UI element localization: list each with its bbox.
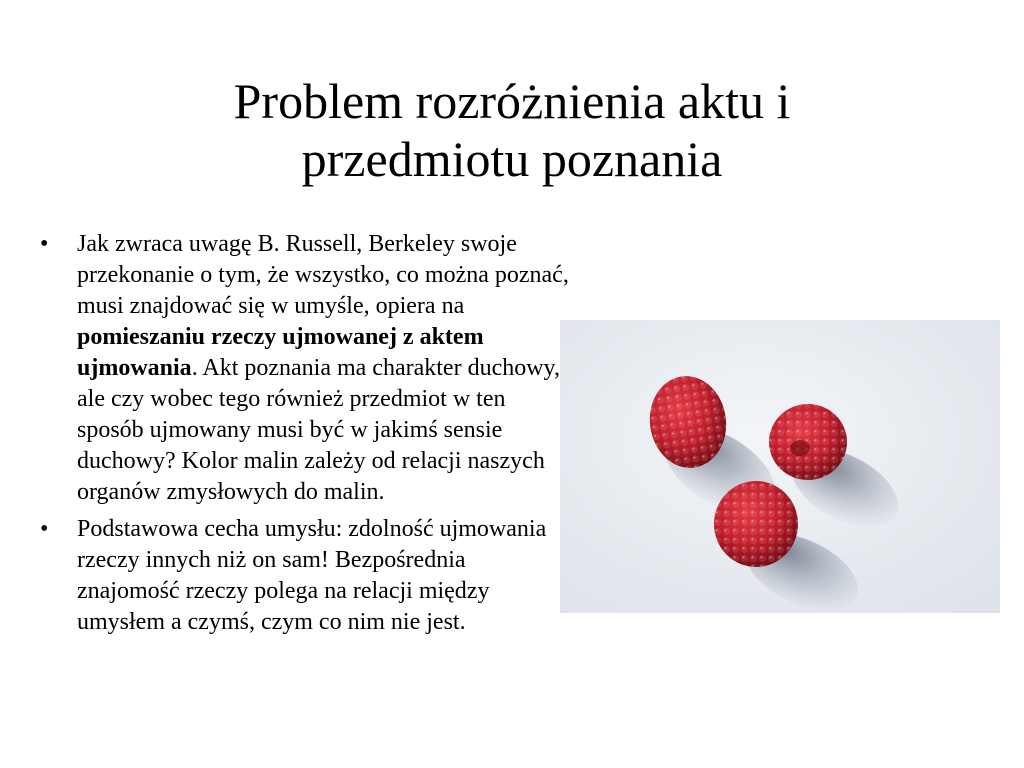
bullet-item-1	[40, 229, 570, 508]
bullet-1-bold-text: pomieszaniu rzeczy ujmowanej z aktem ujmowania	[77, 324, 484, 381]
bullet-dot-icon: •	[40, 231, 49, 257]
bullet-1-text-after: . Akt poznania ma charakter duchowy, ale czy wobec tego również przedmiot w ten sposób ujmowany musi być w jakimś sensie duchowy? Kolor malin zależy od relacji naszych organów zmysłowych do malin.	[77, 355, 560, 505]
bullet-dot-icon: •	[40, 516, 49, 542]
title-line-1: Problem rozróżnienia aktu i	[233, 73, 791, 129]
bullet-item-2	[40, 514, 570, 638]
bullet-2-text: Podstawowa cecha umysłu: zdolność ujmowania rzeczy innych niż on sam! Bezpośrednia znajomość rzeczy polega na relacji między umysłem a czymś, czym co nim nie jest.	[77, 516, 547, 635]
raspberries-image	[560, 320, 1000, 613]
title-line-2: przedmiotu poznania	[301, 131, 723, 187]
raspberry-3	[714, 481, 798, 567]
raspberries-photo	[560, 320, 1000, 613]
raspberry-2	[769, 404, 847, 480]
bullet-1-text: Jak zwraca uwagę B. Russell, Berkeley swoje przekonanie o tym, że wszystko, co można poznać, musi znajdować się w umyśle, opiera na	[77, 231, 569, 319]
bullet-list	[40, 229, 570, 644]
slide-title	[60, 72, 964, 188]
